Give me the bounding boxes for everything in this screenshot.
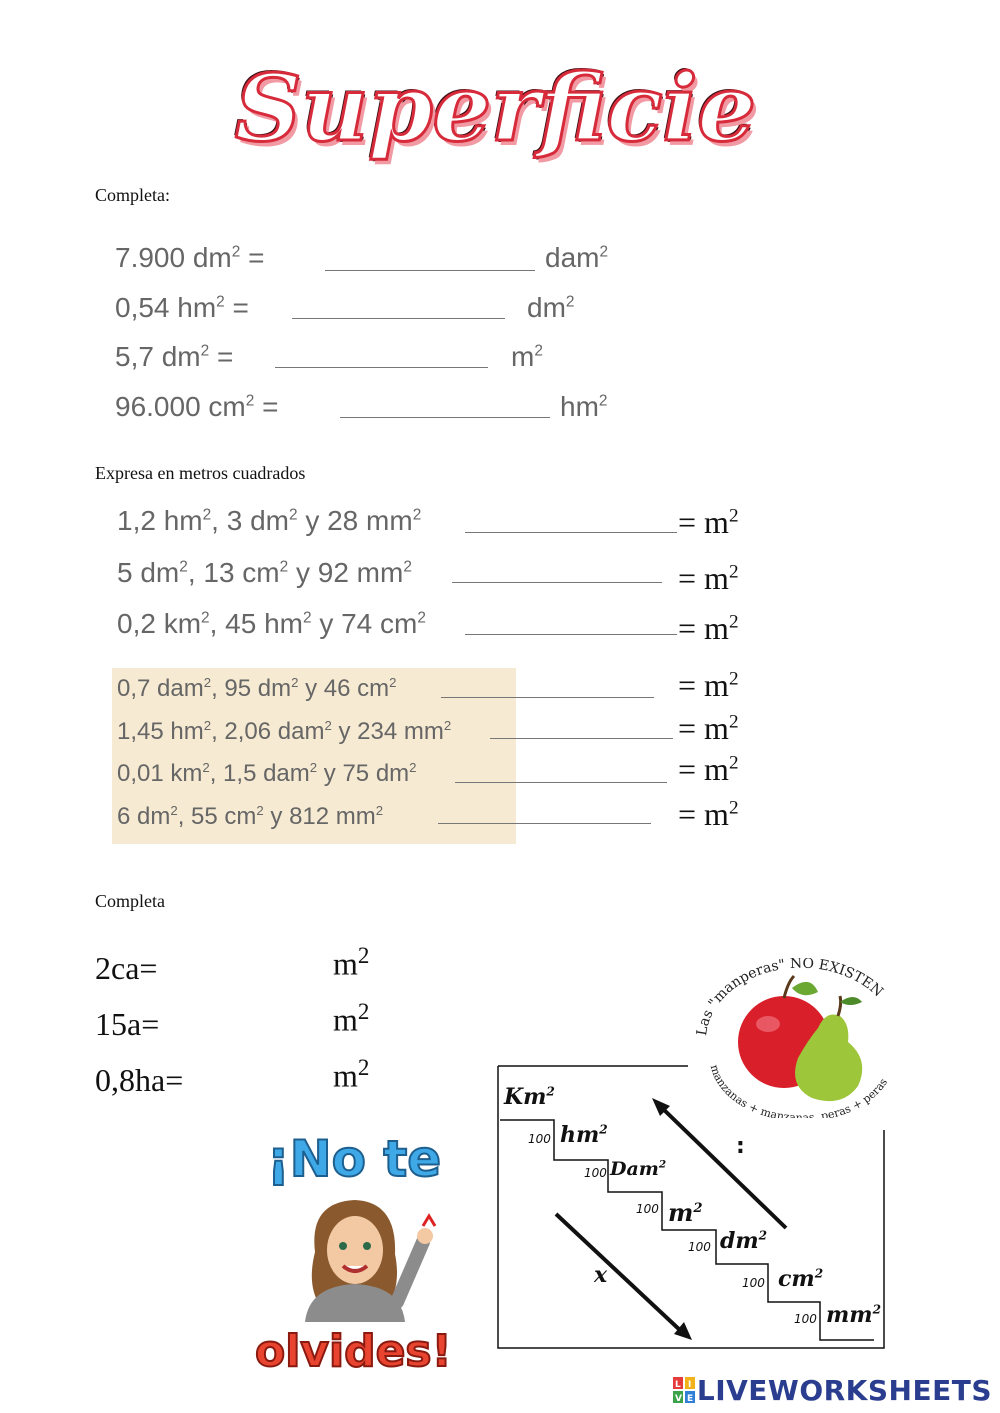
s2-term: 1,45 hm [117, 718, 204, 745]
s2-term: y 812 mm [263, 803, 376, 830]
s2-term: , 55 cm [177, 803, 257, 830]
exponent: 2 [216, 293, 225, 311]
exponent: 2 [357, 998, 370, 1024]
stair-km2 [504, 1084, 555, 1110]
section-completa-2-heading: Completa [95, 891, 165, 911]
s1-row-2-value: 0,54 hm [115, 292, 217, 323]
reminder-line-2: olvides! [255, 1326, 452, 1377]
s2-term: , 45 hm [209, 608, 303, 639]
exponent: 2 [728, 752, 739, 774]
exponent: 2 [389, 675, 397, 690]
multiply-operator: x [594, 1262, 608, 1288]
s2-term: , 95 dm [211, 675, 292, 702]
exponent: 2 [565, 293, 575, 311]
avatar [285, 1192, 445, 1322]
factor-label: 100 [636, 1202, 659, 1216]
s2-term: 5 dm [117, 557, 180, 588]
stair-unit: Dam [610, 1158, 659, 1180]
answer-blank[interactable] [325, 270, 535, 271]
exponent: 2 [599, 1122, 608, 1137]
exponent: 2 [291, 675, 299, 690]
answer-blank[interactable] [452, 582, 662, 583]
s3-row-1-unit [333, 942, 369, 983]
stair-unit: cm [778, 1266, 815, 1292]
s3-row-2-label: 15a= [95, 1006, 160, 1042]
s2-term: y 46 cm [298, 675, 390, 702]
s3-row-3-unit [333, 1054, 369, 1095]
unit-label: m [511, 341, 535, 372]
factor-label: 100 [794, 1312, 817, 1326]
exponent: 2 [202, 506, 212, 524]
exponent: 2 [170, 803, 178, 818]
exponent: 2 [231, 243, 241, 261]
s2-term: , 3 dm [211, 505, 289, 536]
factor-label: 100 [528, 1132, 551, 1146]
badge-letter: L [674, 1380, 682, 1390]
s2-row-1 [117, 505, 421, 537]
exponent: 2 [245, 392, 255, 410]
factor-label: 100 [688, 1240, 711, 1254]
section-completa-heading: Completa: [95, 185, 170, 205]
page-title: Superficie [235, 54, 757, 162]
exponent: 2 [302, 609, 312, 627]
stair-unit: mm [826, 1302, 873, 1328]
answer-blank[interactable] [438, 823, 651, 824]
result-m2 [678, 667, 739, 704]
exponent: 2 [728, 561, 739, 583]
s2-term: 6 dm [117, 803, 171, 830]
s1-row-1-left [115, 242, 264, 274]
section-expresa-heading: Expresa en metros cuadrados [95, 463, 306, 483]
answer-blank[interactable] [441, 697, 654, 698]
equals-sign: = [248, 242, 265, 273]
brand-name: LIVEWORKSHEETS [696, 1374, 992, 1407]
s3-row-3-label: 0,8ha= [95, 1062, 184, 1098]
reminder-sticker [255, 1130, 470, 1380]
liveworksheets-badge-icon [673, 1377, 695, 1403]
s2-row-6 [117, 760, 417, 788]
unit-label: m [333, 1057, 358, 1094]
exponent: 2 [693, 1201, 703, 1216]
factor-label: 100 [584, 1166, 607, 1180]
answer-blank[interactable] [465, 634, 677, 635]
stair-dam2 [610, 1158, 666, 1180]
equals-sign: = [262, 391, 279, 422]
exponent: 2 [443, 718, 452, 733]
answer-blank[interactable] [275, 367, 488, 368]
equals-sign: = [232, 292, 249, 323]
answer-blank[interactable] [340, 417, 550, 418]
exponent: 2 [534, 342, 543, 360]
exponent: 2 [417, 609, 426, 627]
stair-unit: Km [504, 1084, 547, 1110]
exponent: 2 [179, 558, 188, 576]
exponent: 2 [375, 803, 384, 818]
exponent: 2 [357, 1054, 370, 1080]
exponent: 2 [598, 392, 608, 410]
s2-term: y 75 dm [317, 760, 410, 787]
result-label: = m [678, 560, 729, 596]
answer-blank[interactable] [490, 738, 673, 739]
result-label: = m [678, 667, 729, 703]
exponent: 2 [728, 668, 739, 690]
s2-term: 0,2 km [117, 608, 202, 639]
stair-cm2 [778, 1266, 823, 1292]
exponent: 2 [256, 803, 264, 818]
s1-row-3-value: 5,7 dm [115, 341, 201, 372]
result-label: = m [678, 610, 729, 646]
factor-label: 100 [742, 1276, 765, 1290]
exponent: 2 [288, 506, 298, 524]
exponent: 2 [728, 797, 739, 819]
exponent: 2 [599, 243, 609, 261]
exponent: 2 [409, 760, 417, 775]
result-label: = m [678, 751, 729, 787]
reminder-line-1: ¡No te [267, 1130, 442, 1188]
s1-row-3-left [115, 341, 233, 373]
exponent: 2 [201, 609, 210, 627]
s1-row-4-value: 96.000 cm [115, 391, 246, 422]
exponent: 2 [357, 942, 370, 968]
exponent: 2 [324, 718, 332, 733]
answer-blank[interactable] [455, 782, 667, 783]
result-m2 [678, 560, 739, 597]
s2-row-2 [117, 557, 412, 589]
exponent: 2 [202, 760, 210, 775]
exponent: 2 [814, 1266, 824, 1281]
answer-blank[interactable] [292, 318, 505, 319]
badge-bottom-text: manzanas + manzanas, peras + peras [707, 1063, 891, 1118]
s2-term: 0,01 km [117, 760, 203, 787]
exponent: 2 [203, 718, 212, 733]
result-m2 [678, 751, 739, 788]
stair-unit: m [668, 1198, 694, 1227]
result-m2 [678, 796, 739, 833]
s1-row-2-left [115, 292, 249, 324]
s1-row-2-unit [527, 292, 574, 324]
s2-term: , 13 cm [187, 557, 280, 588]
s1-row-1-unit [545, 242, 608, 274]
exponent: 2 [758, 1228, 768, 1243]
exponent: 2 [403, 558, 412, 576]
s2-row-5 [117, 718, 451, 746]
result-m2 [678, 710, 739, 747]
s2-term: y 92 mm [288, 557, 404, 588]
unit-label: m [333, 945, 358, 982]
unit-stair-diagram [496, 1064, 886, 1350]
s2-row-3 [117, 608, 426, 640]
s2-row-4 [117, 675, 397, 703]
s2-row-7 [117, 803, 383, 831]
s2-term: , 1,5 dam [209, 760, 310, 787]
stair-steps [500, 1120, 874, 1340]
unit-label: dm [527, 292, 566, 323]
stair-unit: hm [560, 1122, 600, 1148]
stair-mm2 [826, 1302, 881, 1328]
result-m2 [678, 610, 739, 647]
badge-letter: I [687, 1380, 692, 1390]
exponent: 2 [728, 711, 739, 733]
s2-term: y 234 mm [331, 718, 444, 745]
s2-term: y 28 mm [297, 505, 413, 536]
exponent: 2 [658, 1158, 667, 1171]
unit-label: dam [545, 242, 600, 273]
liveworksheets-logo[interactable] [673, 1374, 992, 1407]
stair-dm2 [720, 1228, 767, 1254]
exponent: 2 [203, 675, 212, 690]
stair-hm2 [560, 1122, 608, 1148]
result-m2 [678, 504, 739, 541]
exponent: 2 [728, 505, 739, 527]
divide-operator: : [736, 1134, 745, 1159]
stair-unit: dm [720, 1228, 759, 1254]
s1-row-3-unit [511, 341, 543, 373]
result-label: = m [678, 504, 729, 540]
result-label: = m [678, 796, 729, 832]
unit-label: m [333, 1001, 358, 1038]
s1-row-1-value: 7.900 dm [115, 242, 232, 273]
badge-letter: V [674, 1394, 683, 1403]
exponent: 2 [279, 558, 289, 576]
badge-letter: E [686, 1394, 694, 1403]
exponent: 2 [546, 1084, 555, 1099]
exponent: 2 [728, 611, 739, 633]
exponent: 2 [412, 506, 422, 524]
exponent: 2 [200, 342, 210, 360]
s2-term: y 74 cm [311, 608, 418, 639]
badge-top-text: Las "manperas" NO EXISTEN [694, 958, 887, 1037]
unit-label: hm [560, 391, 599, 422]
s2-term: , 2,06 dam [211, 718, 325, 745]
s1-row-4-unit [560, 391, 607, 423]
exponent: 2 [872, 1302, 881, 1317]
stair-m2 [668, 1198, 703, 1227]
equals-sign: = [216, 341, 234, 372]
s2-term: 0,7 dam [117, 675, 204, 702]
result-label: = m [678, 710, 729, 746]
s3-row-1-label: 2ca= [95, 950, 158, 986]
exponent: 2 [309, 760, 318, 775]
s3-row-2-unit [333, 998, 369, 1039]
answer-blank[interactable] [465, 532, 677, 533]
s1-row-4-left [115, 391, 278, 423]
s2-term: 1,2 hm [117, 505, 203, 536]
